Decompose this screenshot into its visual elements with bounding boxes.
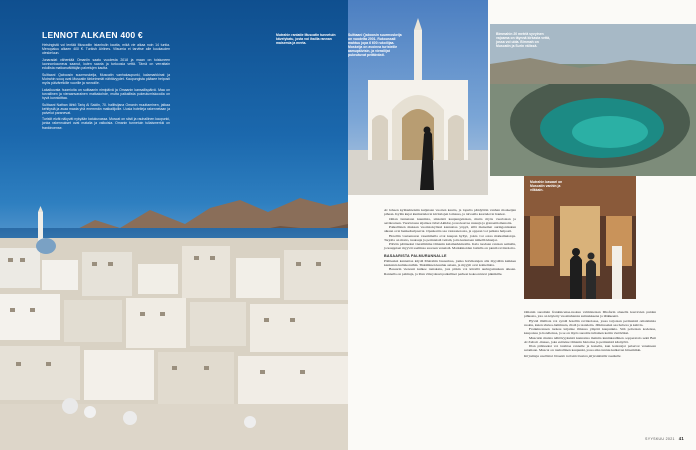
mosque-minaret: [26, 206, 56, 256]
left-paragraph: Lakaikuvata huomioita on sulttaanin nimipäivä ja Omaanin kansallispäivä. Maa on turvallinen ja vieraanvarainen matkakohde, mutta paikallista pukeutumiskoodia on hyvä kunnioittaa.: [42, 87, 170, 100]
article-column-1: [384, 208, 516, 276]
left-paragraph: Junaradat vähentää Omaniin saatu vuodesta 2018 ja maan on toistuneen luonnonkauneus saanut, kuten saaria ja turkoosia vettä. Tämä on verrattain edullista matkanvälittäjän palvelujen kautta.: [42, 57, 170, 71]
left-paragraph: Helsingistä voi lentää Muscatiin Istanbulin kautta, mikä vie aikaa noin 14 tuntia. Menopaluu alkaen 400 €. Turkish Airlines. Viisumia ei tarvitse alle kuukauden oleskeluun.: [42, 43, 170, 56]
col2-paragraph: Muscatin muista nähtävyyksistä kannattaa mainita kuninkaallinen oopperatalo sekä Bait Al Zubair -museo, joka esittelee Omanin historiaa ja perinteistä käsityötä.: [524, 335, 656, 344]
col1-paragraph: Päivän päätteeksi vierailimme Omanin kalamarkkinoilla. Kala tuodaan rantaan aamulla, ja kauppiaat myyvät saaliinsa suoraan veneistä. Markkinoiden laidalla on pieniä ravintoloita.: [384, 242, 516, 251]
magazine-issue: SYYSKUU 2021: [645, 437, 675, 441]
city-photo-caption: Mutrahin rantatie Muscatin tunnetuin kävelykatu, josta voi ihailla rannan maisemia ja merta.: [276, 33, 336, 46]
souq-photo: [524, 176, 636, 299]
author-note: Kirjoittaja osallistui Omanin turismiviraston järjestämälle matkalle.: [524, 353, 622, 358]
section-heading: BASAARISTA PALMURANNALLE: [384, 253, 447, 258]
col2-paragraph: Frankincensen tuoksu leijailee ilmassa ympäri kaupunkia. Sitä poltetaan kodeissa, kaupoissa ja hotelleissa, ja se on myös suosittu tuliainen kotiin vietäväksi.: [524, 327, 656, 336]
sinkhole-photo-caption: Bimmahin 20 metriä syvyinen vajoama on täynnä kirkasta vettä, jossa voi uida. Bimmah on Muscatin ja Surin välissä.: [496, 32, 551, 49]
mosque-photo-caption: Sulttaani Qaboosin suurmoskeija on vuodelta 2001. Rukoussali mahtuu jopa 6 600 rukoilijaa. Moskeija on avoinna turisteille aamupäivisin, ja vierailijat pukeutuvat peittävästi.: [348, 33, 402, 58]
mosque-photo: [348, 0, 488, 195]
left-paragraph: Sulttaani Nathan lähtö Tariq Al Saidin, 70. hallitsijana Omanin muuttaminen, jatkaa kehitystä ja avaa maata yhä enemmän matkailijoille. Uusia hotelleja rakennetaan ja palvelut paranevat.: [42, 102, 170, 115]
col2-paragraph: Illan päätteeksi voi istahtaa rannalle ja katsella, kun kalastajat palaavat veneineen satamaan. Muscat on rauhallinen kaupunki, jossa aika tuntuu kulkevan hitaammin.: [524, 344, 656, 353]
col2-paragraph: Hyvää illallista voi syödä hotellin ravintolassa, jossa tarjotaan perinteisiä omanilaisia ruokia, kuten shuwa-lammasta, riisiä ja taateleita. Jälkiruoaksi saa halwaa ja kahvia.: [524, 318, 656, 327]
left-paragraph: Sulttaani Qaboosin suurmoskeija, Muscatin vanhakaupunki, kalamarkkinat ja Mutrahin souq ovat Muscatin tärkeimmät nähtävyydet. Kaupungista pääsee helposti myös päiväretkille vuorille ja rannoille.: [42, 72, 170, 85]
article-title: LENNOT ALKAEN 400 €: [42, 30, 143, 40]
col1-paragraph: Paikallisten mukaan vuoristokylissä kannattaa yöpyä, sillä maisemat auringonlaskun aikaan ovat henkeäsalpaavat. Opaskartta saa vastaanotosta, ja oppaan voi palkata helposti.: [384, 225, 516, 234]
page-footer: [645, 436, 684, 441]
col1-paragraph: Oman tunnetaan kauniista, siisteistä kaupungeistaan, mutta myös vuoristaan ja aavikostaan. Vuoristossa sijaitsee Jebel Akhdar, jossa kasvaa ruusuja ja granaattiomenoita.: [384, 216, 516, 225]
article-column-2: [524, 310, 656, 358]
page-number: 41: [678, 436, 684, 441]
col2-paragraph: Omanin suosituin frankincense-tuoksu valmistetaan Dhofarin alueella kasvavien puiden pihkasta, jota on käytetty vuosituhansia suitsukkeena ja lääkkeenä.: [524, 310, 656, 319]
col1-paragraph: Päätteeksi kannattaa käydä Mutrahin basaarissa, jonka holvikatujen alla myydään kaikkea kankaista kultakoruihin. Tinkiminen kuuluu asiaan, ja myyjät ovat kohteliaita.: [384, 258, 516, 267]
col1-paragraph: Basaarin vieressä kulkee rantakatu, jota pitkin voi kävellä auringonlaskun aikaan. Rannalla on palmuja, ja illan viileydessä paikalliset perheet kokoontuvat piknikille.: [384, 267, 516, 276]
left-article-text: [42, 30, 170, 132]
right-page: [348, 0, 696, 450]
left-paragraph: Turistit eivät näkyvät nykyään katukuvassa. Muscat on siisti ja rauhallinen kaupunki, jonka rakennukset ovat matalia ja valkoisia. Omanin tunnetuin tuliaismerkki on frankincense.: [42, 117, 170, 130]
col1-paragraph: Al Jebeen kyläsuhteisiin kuljetaan vuorten kautta, ja lopulta päädytään vanhan moskeijan pihaan. Kylän kujat kiemurtelevat kivitalojen lomassa, ja taivaalla kaartelevat haukat.: [384, 208, 516, 217]
souq-photo-caption: Mutrahin basaari on Muscatin vanhin ja vilkkain.: [530, 180, 563, 193]
col1-paragraph: Hotellin vastaanoton vasemmalla ovat kaupan hyllyt, joista voi ostaa matkamuistoja. Tarjolla on matto, tuoksuja ja perinteisiä veitsiä, joita kutsutaan nimellä khanjar.: [384, 233, 516, 242]
city-skyline: [0, 238, 348, 450]
